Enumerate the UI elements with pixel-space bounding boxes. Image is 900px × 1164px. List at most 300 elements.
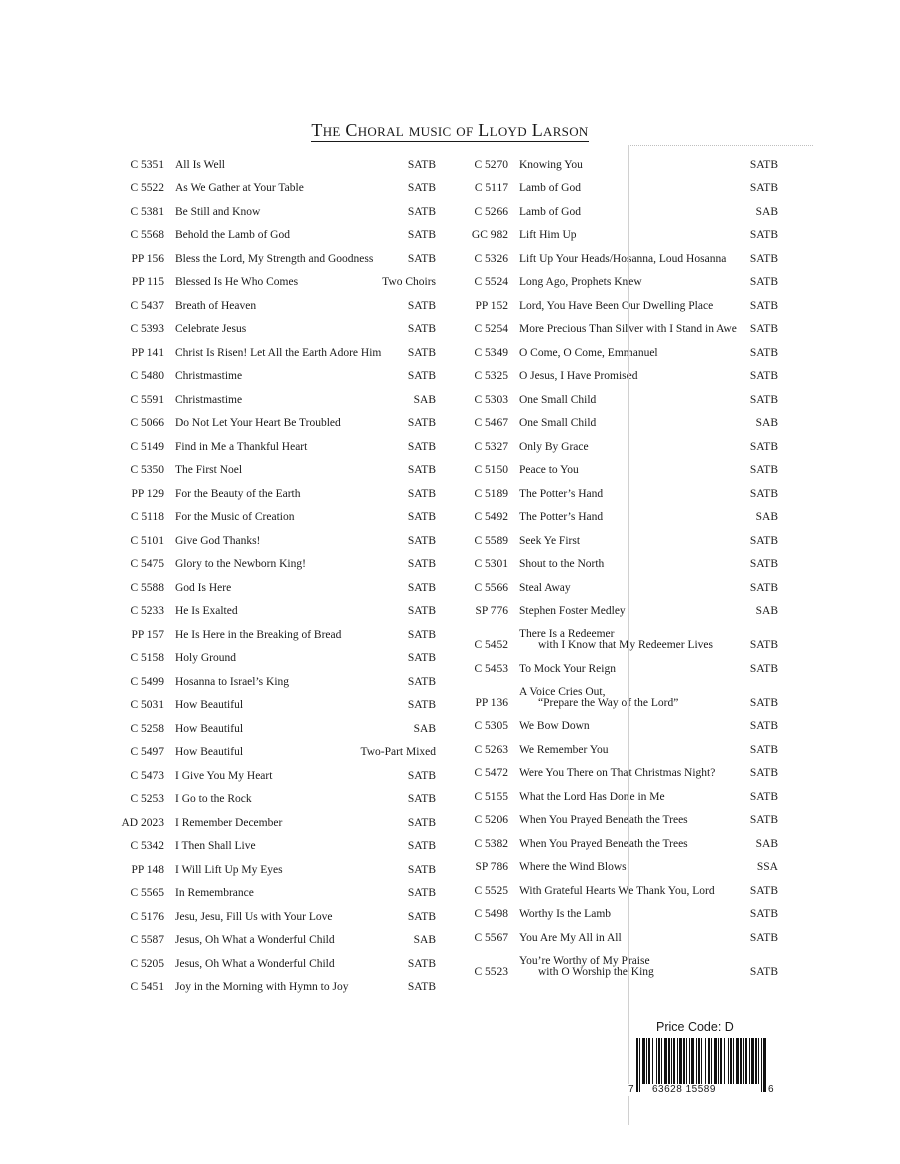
catalog-voicing: SATB: [407, 605, 436, 617]
catalog-title-line1: Christmastime: [175, 370, 243, 382]
catalog-entry: [112, 547, 436, 571]
catalog-voicing: SATB: [407, 675, 436, 688]
catalog-voicing: SATB: [407, 769, 436, 782]
catalog-entry: [112, 453, 436, 477]
catalog-voicing: SATB: [407, 887, 436, 899]
catalog-title-line1: In Remembrance: [175, 887, 254, 899]
catalog-voicing: SATB: [407, 158, 436, 171]
catalog-title: [164, 395, 414, 406]
catalog-voicing: SATB: [407, 957, 436, 970]
catalog-title: [164, 724, 414, 735]
catalog-code: C 5565: [130, 887, 164, 899]
barcode-bar: [755, 1038, 757, 1084]
catalog-code: SP 786: [475, 861, 508, 873]
catalog-entry: [112, 476, 436, 500]
catalog-title-line1: Long Ago, Prophets Knew: [519, 276, 642, 288]
catalog-entry: [112, 359, 436, 383]
catalog-title-line1: Lord, You Have Been Our Dwelling Place: [519, 299, 714, 312]
catalog-entry: [458, 453, 778, 477]
catalog-entry: [458, 873, 778, 897]
catalog-title: [164, 935, 414, 946]
catalog-code: C 5150: [474, 464, 508, 476]
catalog-entry: [112, 805, 436, 829]
catalog-entry: [458, 194, 778, 218]
barcode-bar: [652, 1038, 653, 1084]
catalog-title-line1: I Will Lift Up My Eyes: [175, 863, 283, 876]
catalog-voicing: SATB: [407, 252, 436, 265]
catalog-code: C 5381: [130, 205, 164, 218]
barcode-bar: [751, 1038, 754, 1084]
catalog-title: [164, 489, 408, 500]
catalog-code: C 5349: [474, 346, 508, 359]
catalog-title: [164, 700, 408, 711]
catalog-title: [164, 888, 408, 899]
barcode-bar: [720, 1038, 722, 1084]
barcode: [628, 1036, 778, 1096]
catalog-voicing: SATB: [749, 965, 778, 978]
catalog-code: C 5254: [474, 323, 508, 335]
catalog-voicing: SATB: [407, 346, 436, 359]
catalog-voicing: SATB: [749, 276, 778, 288]
catalog-code: C 5499: [130, 675, 164, 688]
catalog-code: C 5566: [474, 581, 508, 594]
catalog-entry: [458, 218, 778, 242]
catalog-title: [164, 865, 408, 876]
catalog-voicing: SATB: [407, 487, 436, 500]
catalog-title-line1: I Give You My Heart: [175, 769, 273, 782]
catalog-code: C 5437: [130, 299, 164, 312]
barcode-bar: [698, 1038, 700, 1084]
catalog-title: [164, 277, 382, 288]
catalog-entry: [458, 709, 778, 733]
barcode-digits-middle: 63628 15589: [652, 1084, 716, 1095]
catalog-code: C 5303: [474, 393, 508, 406]
catalog-entry: [458, 944, 778, 978]
barcode-bar: [696, 1038, 697, 1084]
barcode-bar: [733, 1038, 734, 1084]
catalog-code: PP 157: [131, 628, 164, 641]
catalog-voicing: SATB: [749, 182, 778, 194]
catalog-entry: [458, 241, 778, 265]
catalog-title-line1: Christ Is Risen! Let All the Earth Adore Him: [175, 346, 382, 359]
catalog-title-line1: The Potter’s Hand: [519, 487, 604, 500]
catalog-title: [164, 301, 408, 312]
barcode-bar: [677, 1038, 678, 1084]
page-title: [0, 120, 900, 141]
catalog-code: C 5301: [474, 558, 508, 570]
catalog-title-line1: Knowing You: [519, 158, 583, 171]
catalog-entry: [458, 171, 778, 195]
catalog-entry: [112, 171, 436, 195]
catalog-title-line1: Glory to the Newborn King!: [175, 558, 306, 570]
catalog-title-line1: Do Not Let Your Heart Be Troubled: [175, 417, 341, 429]
barcode-digit-left: 7: [628, 1084, 634, 1095]
catalog-entry: [112, 782, 436, 806]
catalog-code: C 5325: [474, 370, 508, 382]
catalog-voicing: SATB: [407, 205, 436, 218]
catalog-title: [508, 418, 756, 429]
catalog-voicing: SATB: [407, 299, 436, 312]
catalog-title-line1: Be Still and Know: [175, 205, 261, 218]
catalog-title-line1: How Beautiful: [175, 722, 244, 735]
catalog-title-line1: The Potter’s Hand: [519, 511, 604, 523]
catalog-code: C 5117: [474, 182, 508, 194]
catalog-code: PP 148: [131, 863, 164, 876]
catalog-entry: [458, 382, 778, 406]
catalog-voicing: SATB: [749, 534, 778, 547]
barcode-bar: [730, 1038, 732, 1084]
catalog-title-line1: More Precious Than Silver with I Stand in Awe: [519, 323, 737, 335]
catalog-right-column: [458, 147, 778, 978]
catalog-entry: [112, 523, 436, 547]
catalog-code: C 5149: [130, 440, 164, 453]
catalog-entry: [458, 406, 778, 430]
catalog-voicing: SAB: [755, 837, 778, 850]
catalog-title-line1: Jesus, Oh What a Wonderful Child: [175, 934, 335, 946]
catalog-code: C 5258: [130, 722, 164, 735]
catalog-title: [164, 254, 408, 265]
barcode-bar: [639, 1038, 640, 1092]
catalog-title-line1: Lift Him Up: [519, 229, 577, 241]
barcode-bar: [661, 1038, 662, 1084]
page-title-text: The Choral music of Lloyd Larson: [311, 120, 589, 140]
catalog-entry: [112, 852, 436, 876]
catalog-voicing: SATB: [749, 931, 778, 944]
catalog-title: [164, 653, 408, 664]
catalog-voicing: SAB: [413, 722, 436, 735]
catalog-title: [164, 959, 408, 970]
catalog-entry: [458, 265, 778, 289]
catalog-code: C 5327: [474, 440, 508, 453]
catalog-title-line1: We Remember You: [519, 743, 609, 756]
catalog-entry: [458, 547, 778, 571]
catalog-code: C 5588: [130, 581, 164, 594]
catalog-entry: [112, 617, 436, 641]
catalog-title-line1: For the Music of Creation: [175, 511, 295, 523]
catalog-voicing: SATB: [749, 158, 778, 171]
catalog-title-line1: As We Gather at Your Table: [175, 182, 304, 194]
catalog-voicing: SATB: [749, 639, 778, 651]
catalog-voicing: SATB: [749, 346, 778, 359]
catalog-title-line1: Seek Ye First: [519, 534, 581, 547]
barcode-bar: [761, 1038, 762, 1092]
catalog-title-line1: Christmastime: [175, 393, 243, 406]
catalog-code: AD 2023: [121, 816, 164, 829]
catalog-code: C 5155: [474, 790, 508, 803]
catalog-title-line1: With Grateful Hearts We Thank You, Lord: [519, 884, 715, 897]
catalog-entry: [112, 735, 436, 759]
catalog-title: [164, 841, 408, 852]
catalog-entry: [112, 970, 436, 994]
catalog-title: [164, 183, 408, 194]
catalog-left-column: [112, 147, 436, 993]
catalog-title: [164, 912, 408, 923]
catalog-title-line1: Joy in the Morning with Hymn to Joy: [175, 981, 349, 993]
catalog-voicing: SAB: [755, 417, 778, 429]
catalog-title: [508, 862, 757, 873]
catalog-code: C 5473: [130, 769, 164, 782]
catalog-voicing: SATB: [407, 370, 436, 382]
barcode-bar: [718, 1038, 719, 1084]
barcode-bar: [708, 1038, 710, 1084]
catalog-title: [164, 230, 408, 241]
catalog-code: C 5189: [474, 487, 508, 500]
catalog-title: [164, 794, 408, 805]
catalog-voicing: SATB: [749, 884, 778, 897]
barcode-bar: [740, 1038, 742, 1084]
barcode-bar: [668, 1038, 670, 1084]
catalog-title: [164, 160, 408, 171]
catalog-title-line1: Lift Up Your Heads/Hosanna, Loud Hosanna: [519, 252, 727, 265]
catalog-title-line1: Only By Grace: [519, 440, 589, 453]
catalog-code: C 5480: [130, 370, 164, 382]
barcode-bar: [724, 1038, 725, 1084]
catalog-title-line1: God Is Here: [175, 581, 232, 594]
catalog-entry: [112, 218, 436, 242]
catalog-title-line1: You Are My All in All: [519, 931, 622, 944]
catalog-voicing: SATB: [407, 417, 436, 429]
catalog-title: [164, 371, 408, 382]
catalog-entry: [112, 288, 436, 312]
catalog-title-line1: Where the Wind Blows: [519, 861, 627, 873]
catalog-title: [164, 442, 408, 453]
catalog-title-line1: Bless the Lord, My Strength and Goodness: [175, 252, 374, 265]
catalog-voicing: SAB: [413, 393, 436, 406]
catalog-code: C 5342: [130, 840, 164, 852]
catalog-code: C 5524: [474, 276, 508, 288]
catalog-title-line1: A Voice Cries Out,: [519, 685, 606, 698]
catalog-voicing: SATB: [407, 558, 436, 570]
catalog-title-line1: We Bow Down: [519, 720, 590, 732]
catalog-title-line1: When You Prayed Beneath the Trees: [519, 837, 688, 850]
catalog-title-line1: Holy Ground: [175, 652, 237, 664]
catalog-entry: [112, 429, 436, 453]
panel-border: [628, 145, 629, 1125]
catalog-entry: [458, 651, 778, 675]
catalog-voicing: SAB: [755, 205, 778, 218]
catalog-voicing: SATB: [749, 790, 778, 803]
catalog-entry: [112, 876, 436, 900]
catalog-code: C 5326: [474, 252, 508, 265]
catalog-voicing: SATB: [407, 652, 436, 664]
catalog-entry: [458, 617, 778, 651]
catalog-entry: [458, 779, 778, 803]
catalog-voicing: SATB: [407, 816, 436, 829]
catalog-voicing: SATB: [749, 229, 778, 241]
barcode-bar: [648, 1038, 650, 1084]
catalog-code: C 5263: [474, 743, 508, 756]
catalog-code: C 5567: [474, 931, 508, 944]
catalog-voicing: SATB: [407, 840, 436, 852]
catalog-voicing: SATB: [749, 370, 778, 382]
catalog-title-line1: Jesu, Jesu, Fill Us with Your Love: [175, 910, 333, 923]
catalog-entry: [112, 664, 436, 688]
catalog-title: [164, 559, 408, 570]
catalog-entry: [112, 688, 436, 712]
catalog-voicing: Two Choirs: [382, 276, 436, 288]
catalog-entry: [112, 500, 436, 524]
dotted-rule: [628, 145, 813, 146]
catalog-entry: [458, 147, 778, 171]
barcode-bar: [664, 1038, 667, 1084]
catalog-title: [508, 839, 756, 850]
catalog-code: C 5475: [130, 558, 164, 570]
catalog-entry: [112, 758, 436, 782]
catalog-voicing: SATB: [749, 767, 778, 779]
catalog-title-line1: He Is Here in the Breaking of Bread: [175, 628, 342, 641]
barcode-bar: [714, 1038, 717, 1084]
barcode-bar: [683, 1038, 685, 1084]
catalog-voicing: SATB: [749, 720, 778, 732]
catalog-entry: [458, 826, 778, 850]
barcode-bar: [636, 1038, 638, 1092]
catalog-voicing: SAB: [755, 511, 778, 523]
catalog-entry: [458, 675, 778, 709]
catalog-entry: [458, 476, 778, 500]
catalog-title: [164, 606, 408, 617]
barcode-bar: [671, 1038, 672, 1084]
catalog-code: C 5206: [474, 814, 508, 826]
price-code-label: Price Code: D: [656, 1020, 734, 1034]
catalog-title-line1: Shout to the North: [519, 558, 605, 570]
catalog-voicing: SATB: [407, 182, 436, 194]
catalog-code: C 5453: [474, 662, 508, 675]
catalog-code: PP 115: [131, 276, 164, 288]
catalog-code: C 5350: [130, 464, 164, 476]
catalog-voicing: SATB: [407, 581, 436, 594]
catalog-title: [164, 348, 408, 359]
catalog-voicing: SATB: [749, 393, 778, 406]
catalog-entry: [112, 194, 436, 218]
catalog-title: [508, 606, 756, 617]
barcode-bar: [642, 1038, 645, 1084]
catalog-code: PP 141: [131, 346, 164, 359]
catalog-title-line1: One Small Child: [519, 393, 597, 406]
catalog-code: C 5118: [130, 511, 164, 523]
catalog-code: C 5101: [130, 534, 164, 547]
catalog-code: PP 152: [475, 299, 508, 312]
catalog-entry: [112, 899, 436, 923]
barcode-bar: [745, 1038, 747, 1084]
catalog-code: C 5525: [474, 884, 508, 897]
catalog-code: GC 982: [471, 229, 508, 241]
catalog-title-line1: For the Beauty of the Earth: [175, 487, 301, 500]
barcode-bar: [758, 1038, 759, 1084]
catalog-title: [164, 536, 408, 547]
catalog-code: C 5305: [474, 720, 508, 732]
barcode-digit-right: 6: [768, 1084, 774, 1095]
catalog-title: [164, 747, 360, 758]
catalog-title-line1: Worthy Is the Lamb: [519, 908, 612, 920]
catalog-entry: [112, 406, 436, 430]
catalog-entry: [458, 803, 778, 827]
catalog-entry: [458, 732, 778, 756]
barcode-bar: [691, 1038, 694, 1084]
catalog-title-line2: with I Know that My Redeemer Lives: [538, 639, 714, 651]
catalog-code: C 5266: [474, 205, 508, 218]
barcode-bar: [743, 1038, 744, 1084]
catalog-code: C 5523: [474, 965, 508, 978]
catalog-voicing: SATB: [749, 558, 778, 570]
catalog-entry: [112, 641, 436, 665]
catalog-entry: [112, 265, 436, 289]
barcode-bar: [689, 1038, 690, 1084]
catalog-entry: [112, 570, 436, 594]
catalog-voicing: SATB: [407, 229, 436, 241]
catalog-title: [164, 465, 408, 476]
catalog-title-line1: Jesus, Oh What a Wonderful Child: [175, 957, 335, 970]
catalog-title: [164, 512, 408, 523]
catalog-voicing: Two-Part Mixed: [360, 746, 436, 758]
catalog-code: PP 156: [131, 252, 164, 265]
catalog-code: C 5351: [130, 158, 164, 171]
catalog-title: [164, 324, 408, 335]
catalog-entry: [112, 711, 436, 735]
catalog-code: C 5233: [130, 605, 164, 617]
catalog-voicing: SATB: [749, 696, 778, 709]
catalog-title-line1: When You Prayed Beneath the Trees: [519, 814, 688, 826]
catalog-title-line1: Hosanna to Israel’s King: [175, 675, 290, 688]
catalog-entry: [112, 241, 436, 265]
catalog-code: C 5497: [130, 746, 164, 758]
catalog-title: [508, 207, 756, 218]
catalog-title-line1: One Small Child: [519, 417, 597, 429]
catalog-entry: [458, 288, 778, 312]
catalog-code: C 5031: [130, 699, 164, 711]
catalog-title-line1: How Beautiful: [175, 746, 244, 758]
catalog-voicing: SATB: [407, 628, 436, 641]
catalog-title: [164, 418, 408, 429]
catalog-title-line1: Lamb of God: [519, 182, 581, 194]
catalog-title-line1: Breath of Heaven: [175, 299, 257, 312]
catalog-voicing: SATB: [749, 581, 778, 594]
catalog-title-line1: Were You There on That Christmas Night?: [519, 767, 716, 779]
catalog-title-line1: He Is Exalted: [175, 605, 238, 617]
catalog-code: C 5205: [130, 957, 164, 970]
catalog-code: C 5591: [130, 393, 164, 406]
catalog-voicing: SAB: [413, 934, 436, 946]
catalog-code: C 5498: [474, 908, 508, 920]
catalog-title-line1: What the Lord Has Done in Me: [519, 790, 665, 803]
catalog-title-line1: Blessed Is He Who Comes: [175, 276, 299, 288]
catalog-title: [164, 771, 408, 782]
catalog-entry: [458, 429, 778, 453]
catalog-code: C 5066: [130, 417, 164, 429]
catalog-voicing: SATB: [407, 323, 436, 335]
catalog-code: C 5158: [130, 652, 164, 664]
catalog-entry: [112, 594, 436, 618]
catalog-voicing: SATB: [749, 908, 778, 920]
catalog-code: C 5176: [130, 910, 164, 923]
catalog-title: [164, 677, 408, 688]
catalog-title-line1: I Remember December: [175, 816, 283, 829]
barcode-bar: [763, 1038, 766, 1092]
barcode-bar: [736, 1038, 739, 1084]
barcode-bar: [728, 1038, 729, 1084]
catalog-code: C 5253: [130, 793, 164, 805]
catalog-entry: [458, 570, 778, 594]
catalog-title-line1: O Jesus, I Have Promised: [519, 370, 638, 382]
catalog-code: C 5587: [130, 934, 164, 946]
catalog-entry: [112, 147, 436, 171]
catalog-title: [164, 583, 408, 594]
catalog-entry: [458, 359, 778, 383]
catalog-title-line1: O Come, O Come, Emmanuel: [519, 346, 658, 359]
catalog-code: C 5492: [474, 511, 508, 523]
catalog-voicing: SSA: [756, 861, 778, 873]
catalog-voicing: SATB: [407, 464, 436, 476]
catalog-voicing: SATB: [749, 662, 778, 675]
